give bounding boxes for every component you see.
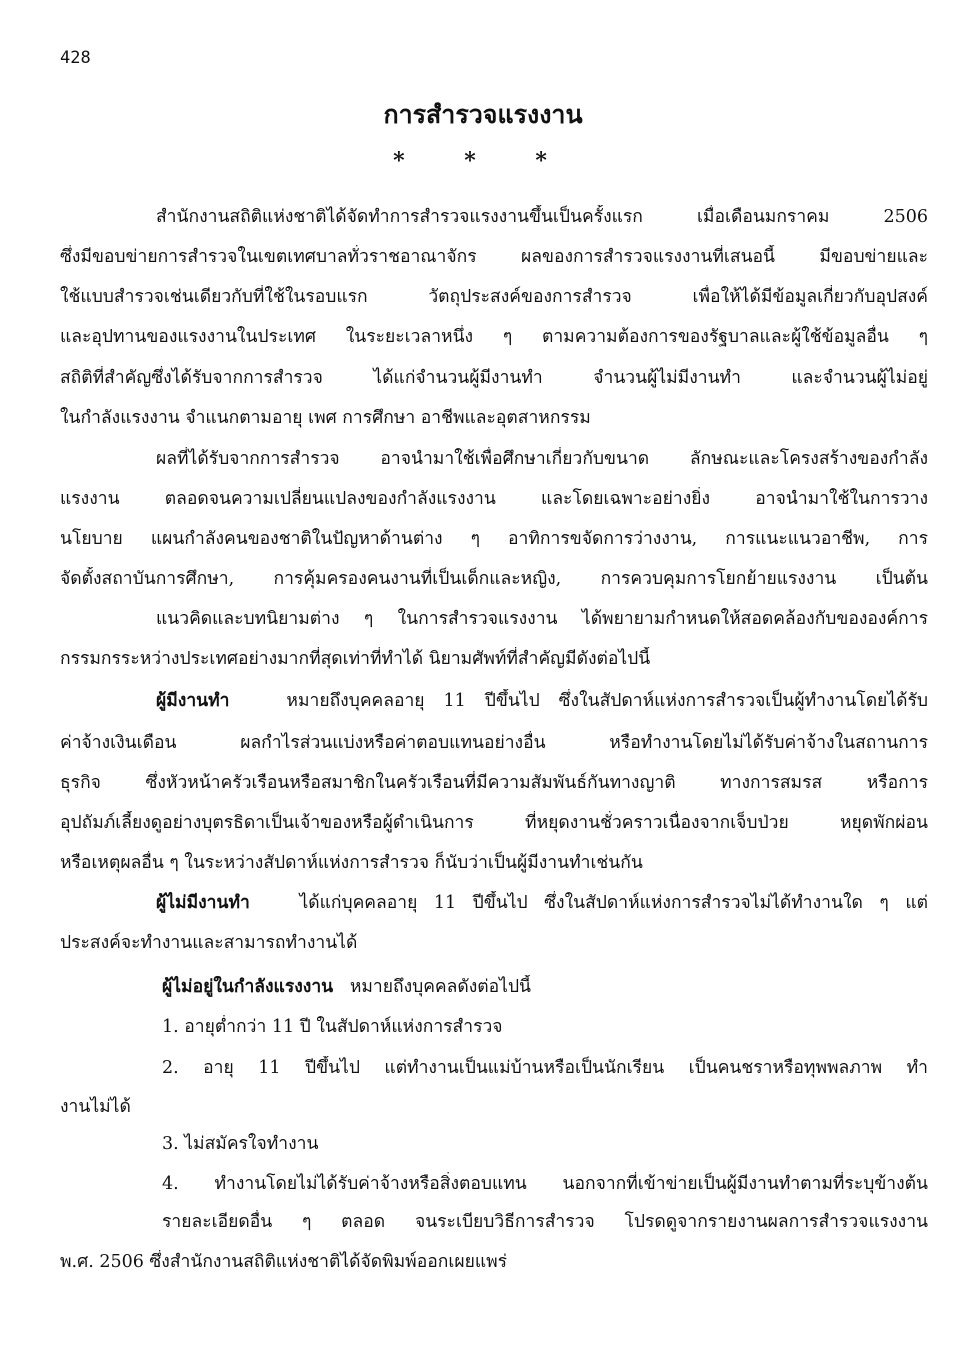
definition-text: ได้แก่บุคคลอายุ 11 ปีขึ้นไป ซึ่งในสัปดาห์แห่งการสำรวจไม่ได้ทำงานใด ๆ แต่: [299, 893, 928, 913]
paragraph-3-line: กรรมกรระหว่างประเทศอย่างมากที่สุดเท่าที่ทำได้ นิยามศัพท์ที่สำคัญมีดังต่อไปนี้: [60, 649, 651, 669]
list-item: 2. อายุ 11 ปีขึ้นไป แต่ทำงานเป็นแม่บ้านหรือเป็นนักเรียน เป็นคนชราหรือทุพพลภาพ ทำ: [162, 1058, 928, 1078]
page-title: การสำรวจแรงงาน: [383, 100, 583, 129]
page-number: 428: [60, 48, 91, 68]
paragraph-2-line: ผลที่ได้รับจากการสำรวจ อาจนำมาใช้เพื่อศึกษาเกี่ยวกับขนาด ลักษณะและโครงสร้างของกำลัง: [156, 449, 928, 469]
paragraph-2-line: แรงงาน ตลอดจนความเปลี่ยนแปลงของกำลังแรงงาน และโดยเฉพาะอย่างยิ่ง อาจนำมาใช้ในการวาง: [60, 489, 928, 509]
list-item: 1. อายุต่ำกว่า 11 ปี ในสัปดาห์แห่งการสำรวจ: [162, 1017, 503, 1037]
definition-term: ผู้ไม่มีงานทำ: [156, 893, 250, 913]
paragraph-2-line: นโยบาย แผนกำลังคนของชาติในปัญหาด้านต่าง ๆ อาทิการขจัดการว่างงาน, การแนะแนวอาชีพ, การ: [60, 529, 928, 549]
paragraph-1-line: สำนักงานสถิติแห่งชาติได้จัดทำการสำรวจแรงงานขึ้นเป็นครั้งแรก เมื่อเดือนมกราคม 2506: [156, 207, 928, 227]
definition-employed-line: หรือเหตุผลอื่น ๆ ในระหว่างสัปดาห์แห่งการสำรวจ ก็นับว่าเป็นผู้มีงานทำเช่นกัน: [60, 853, 643, 873]
list-item-continuation: งานไม่ได้: [60, 1097, 131, 1117]
section-separator: * * *: [393, 148, 573, 174]
definition-unemployed: [156, 891, 928, 915]
definition-employed-line: ค่าจ้างเงินเดือน ผลกำไรส่วนแบ่งหรือค่าตอบแทนอย่างอื่น หรือทำงานโดยไม่ได้รับค่าจ้างในสถานการ: [60, 733, 928, 753]
definition-term: ผู้ไม่อยู่ในกำลังแรงงาน: [162, 977, 334, 997]
list-item: 3. ไม่สมัครใจทำงาน: [162, 1134, 319, 1154]
paragraph-1-line: ใช้แบบสำรวจเช่นเดียวกับที่ใช้ในรอบแรก วัตถุประสงค์ของการสำรวจ เพื่อให้ได้มีข้อมูลเกี่ยวกับอุปสงค์: [60, 287, 928, 307]
list-item: 4. ทำงานโดยไม่ได้รับค่าจ้างหรือสิ่งตอบแทน นอกจากที่เข้าข่ายเป็นผู้มีงานทำตามที่ระบุข้างต้น: [162, 1174, 928, 1194]
paragraph-1-line: และอุปทานของแรงงานในประเทศ ในระยะเวลาหนึ่ง ๆ ตามความต้องการของรัฐบาลและผู้ใช้ข้อมูลอื่น ๆ: [60, 327, 928, 347]
definition-text: หมายถึงบุคคลดังต่อไปนี้: [349, 977, 532, 997]
closing-line: พ.ศ. 2506 ซึ่งสำนักงานสถิติแห่งชาติได้จัดพิมพ์ออกเผยแพร่: [60, 1252, 508, 1272]
paragraph-1-line: สถิติที่สำคัญซึ่งได้รับจากการสำรวจ ได้แก่จำนวนผู้มีงานทำ จำนวนผู้ไม่มีงานทำ และจำนวนผู้ไม่อยู่: [60, 368, 928, 388]
definition-employed-line: ธุรกิจ ซึ่งหัวหน้าครัวเรือนหรือสมาชิกในครัวเรือนที่มีความสัมพันธ์กันทางญาติ ทางการสมรส หรือการ: [60, 773, 928, 793]
definition-unemployed-line: ประสงค์จะทำงานและสามารถทำงานได้: [60, 933, 358, 953]
paragraph-2-line: จัดตั้งสถาบันการศึกษา, การคุ้มครองคนงานที่เป็นเด็กและหญิง, การควบคุมการโยกย้ายแรงงาน เป็นต้น: [60, 569, 928, 589]
paragraph-1-line: ในกำลังแรงงาน จำแนกตามอายุ เพศ การศึกษา อาชีพและอุตสาหกรรม: [60, 408, 591, 428]
closing-line: รายละเอียดอื่น ๆ ตลอด จนระเบียบวิธีการสำรวจ โปรดดูจากรายงานผลการสำรวจแรงงาน: [162, 1212, 928, 1232]
definition-not-in-labor-force: [162, 975, 928, 999]
definition-employed-line: อุปถัมภ์เลี้ยงดูอย่างบุตรธิดาเป็นเจ้าของหรือผู้ดำเนินการ ที่หยุดงานชั่วคราวเนื่องจากเจ็บป่วย หยุดพักผ่อน: [60, 813, 928, 833]
definition-term: ผู้มีงานทำ: [156, 691, 230, 711]
paragraph-1-line: ซึ่งมีขอบข่ายการสำรวจในเขตเทศบาลทั่วราชอาณาจักร ผลของการสำรวจแรงงานที่เสนอนี้ มีขอบข่ายและ: [60, 247, 928, 267]
paragraph-3-line: แนวคิดและบทนิยามต่าง ๆ ในการสำรวจแรงงาน ได้พยายามกำหนดให้สอดคล้องกับขององค์การ: [156, 609, 928, 629]
definition-employed: [156, 689, 928, 713]
definition-text: หมายถึงบุคคลอายุ 11 ปีขึ้นไป ซึ่งในสัปดาห์แห่งการสำรวจเป็นผู้ทำงานโดยได้รับ: [286, 691, 928, 711]
